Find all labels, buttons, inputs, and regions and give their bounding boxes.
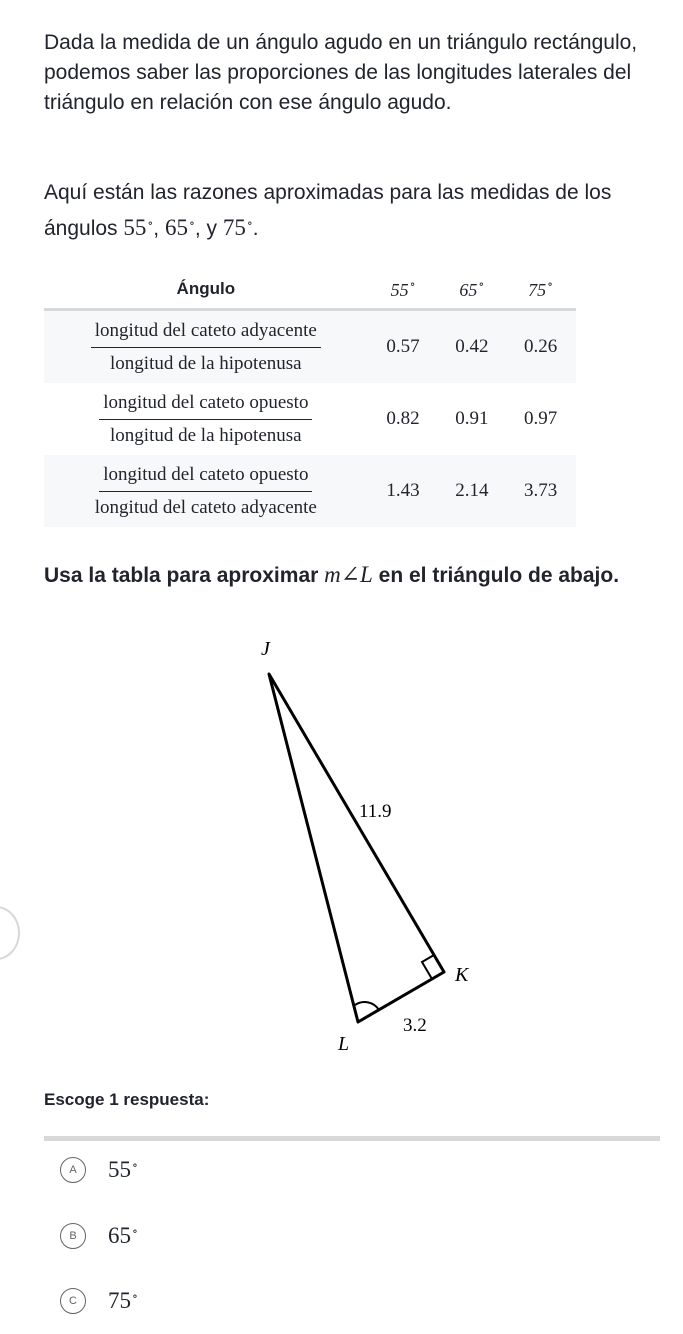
question-text: Usa la tabla para aproximar m∠L en el triángulo de abajo.	[44, 562, 620, 587]
vertex-l-label: L	[338, 1033, 350, 1055]
angle-55: 55∘	[123, 215, 154, 240]
table-cell: 0.26	[505, 310, 576, 384]
vertex-k-label: K	[455, 964, 469, 986]
leg-length-label: 3.2	[403, 1015, 427, 1036]
angle-l-expression: m∠L	[324, 562, 373, 587]
angle-l-arc	[355, 1002, 379, 1010]
intro-paragraph: Dada la medida de un ángulo agudo en un triángulo rectángulo, podemos saber las proporciones de las longitudes laterales del triángulo en relación con ese ángulo agudo.	[44, 31, 638, 114]
answer-divider	[44, 1136, 660, 1141]
choice-b-letter: B	[60, 1223, 86, 1249]
header-angle-55: 55∘	[368, 270, 439, 310]
choose-prompt: Escoge 1 respuesta:	[44, 1090, 210, 1109]
right-angle-marker	[422, 955, 434, 979]
ratios-intro-paragraph: Aquí están las razones aproximadas para las medidas de los ángulos 55∘, 65∘, y 75∘.	[44, 181, 612, 240]
ratio-fraction: $\frac{\text{longitud del cateto adyacente}}{\text{longitud de la hipotenusa}}$	[44, 310, 368, 384]
table-cell: 2.14	[438, 455, 505, 527]
choice-a-letter: A	[60, 1157, 86, 1183]
angle-65: 65∘	[164, 215, 195, 240]
choice-c-value: 75∘	[108, 1288, 138, 1313]
table-cell: 0.57	[368, 310, 439, 384]
angle-75: 75∘	[222, 215, 253, 240]
choice-c-letter: C	[60, 1288, 86, 1314]
table-cell: 0.97	[523, 408, 558, 429]
ratio-fraction: $\frac{\text{longitud del cateto opuesto}}{\text{longitud del cateto adyacente}}$	[44, 455, 368, 527]
ratio-fraction: $\frac{\text{longitud del cateto opuesto}}{\text{longitud de la hipotenusa}}$	[44, 383, 368, 455]
header-angle-75: 75∘	[505, 270, 576, 310]
ratios-intro-text: Aquí están las razones aproximadas para las medidas de los ángulos	[44, 181, 612, 240]
choice-c[interactable]	[60, 1283, 138, 1319]
table-cell: 0.42	[438, 310, 505, 384]
header-angle-65: 65∘	[438, 270, 505, 310]
choice-a[interactable]	[60, 1152, 138, 1188]
angle-column-header: Ángulo	[44, 270, 368, 310]
table-cell: 3.73	[505, 455, 576, 527]
table-cell: 1.43	[368, 455, 439, 527]
table-cell: 0.91	[455, 408, 489, 429]
choice-b-value: 65∘	[108, 1223, 138, 1248]
hypotenuse-length-label: 11.9	[359, 801, 392, 822]
triangle-jkl	[269, 674, 444, 1022]
choice-b[interactable]	[60, 1218, 138, 1254]
choice-a-value: 55∘	[108, 1157, 138, 1182]
table-cell: 0.82	[386, 408, 420, 429]
vertex-j-label: J	[261, 638, 270, 660]
